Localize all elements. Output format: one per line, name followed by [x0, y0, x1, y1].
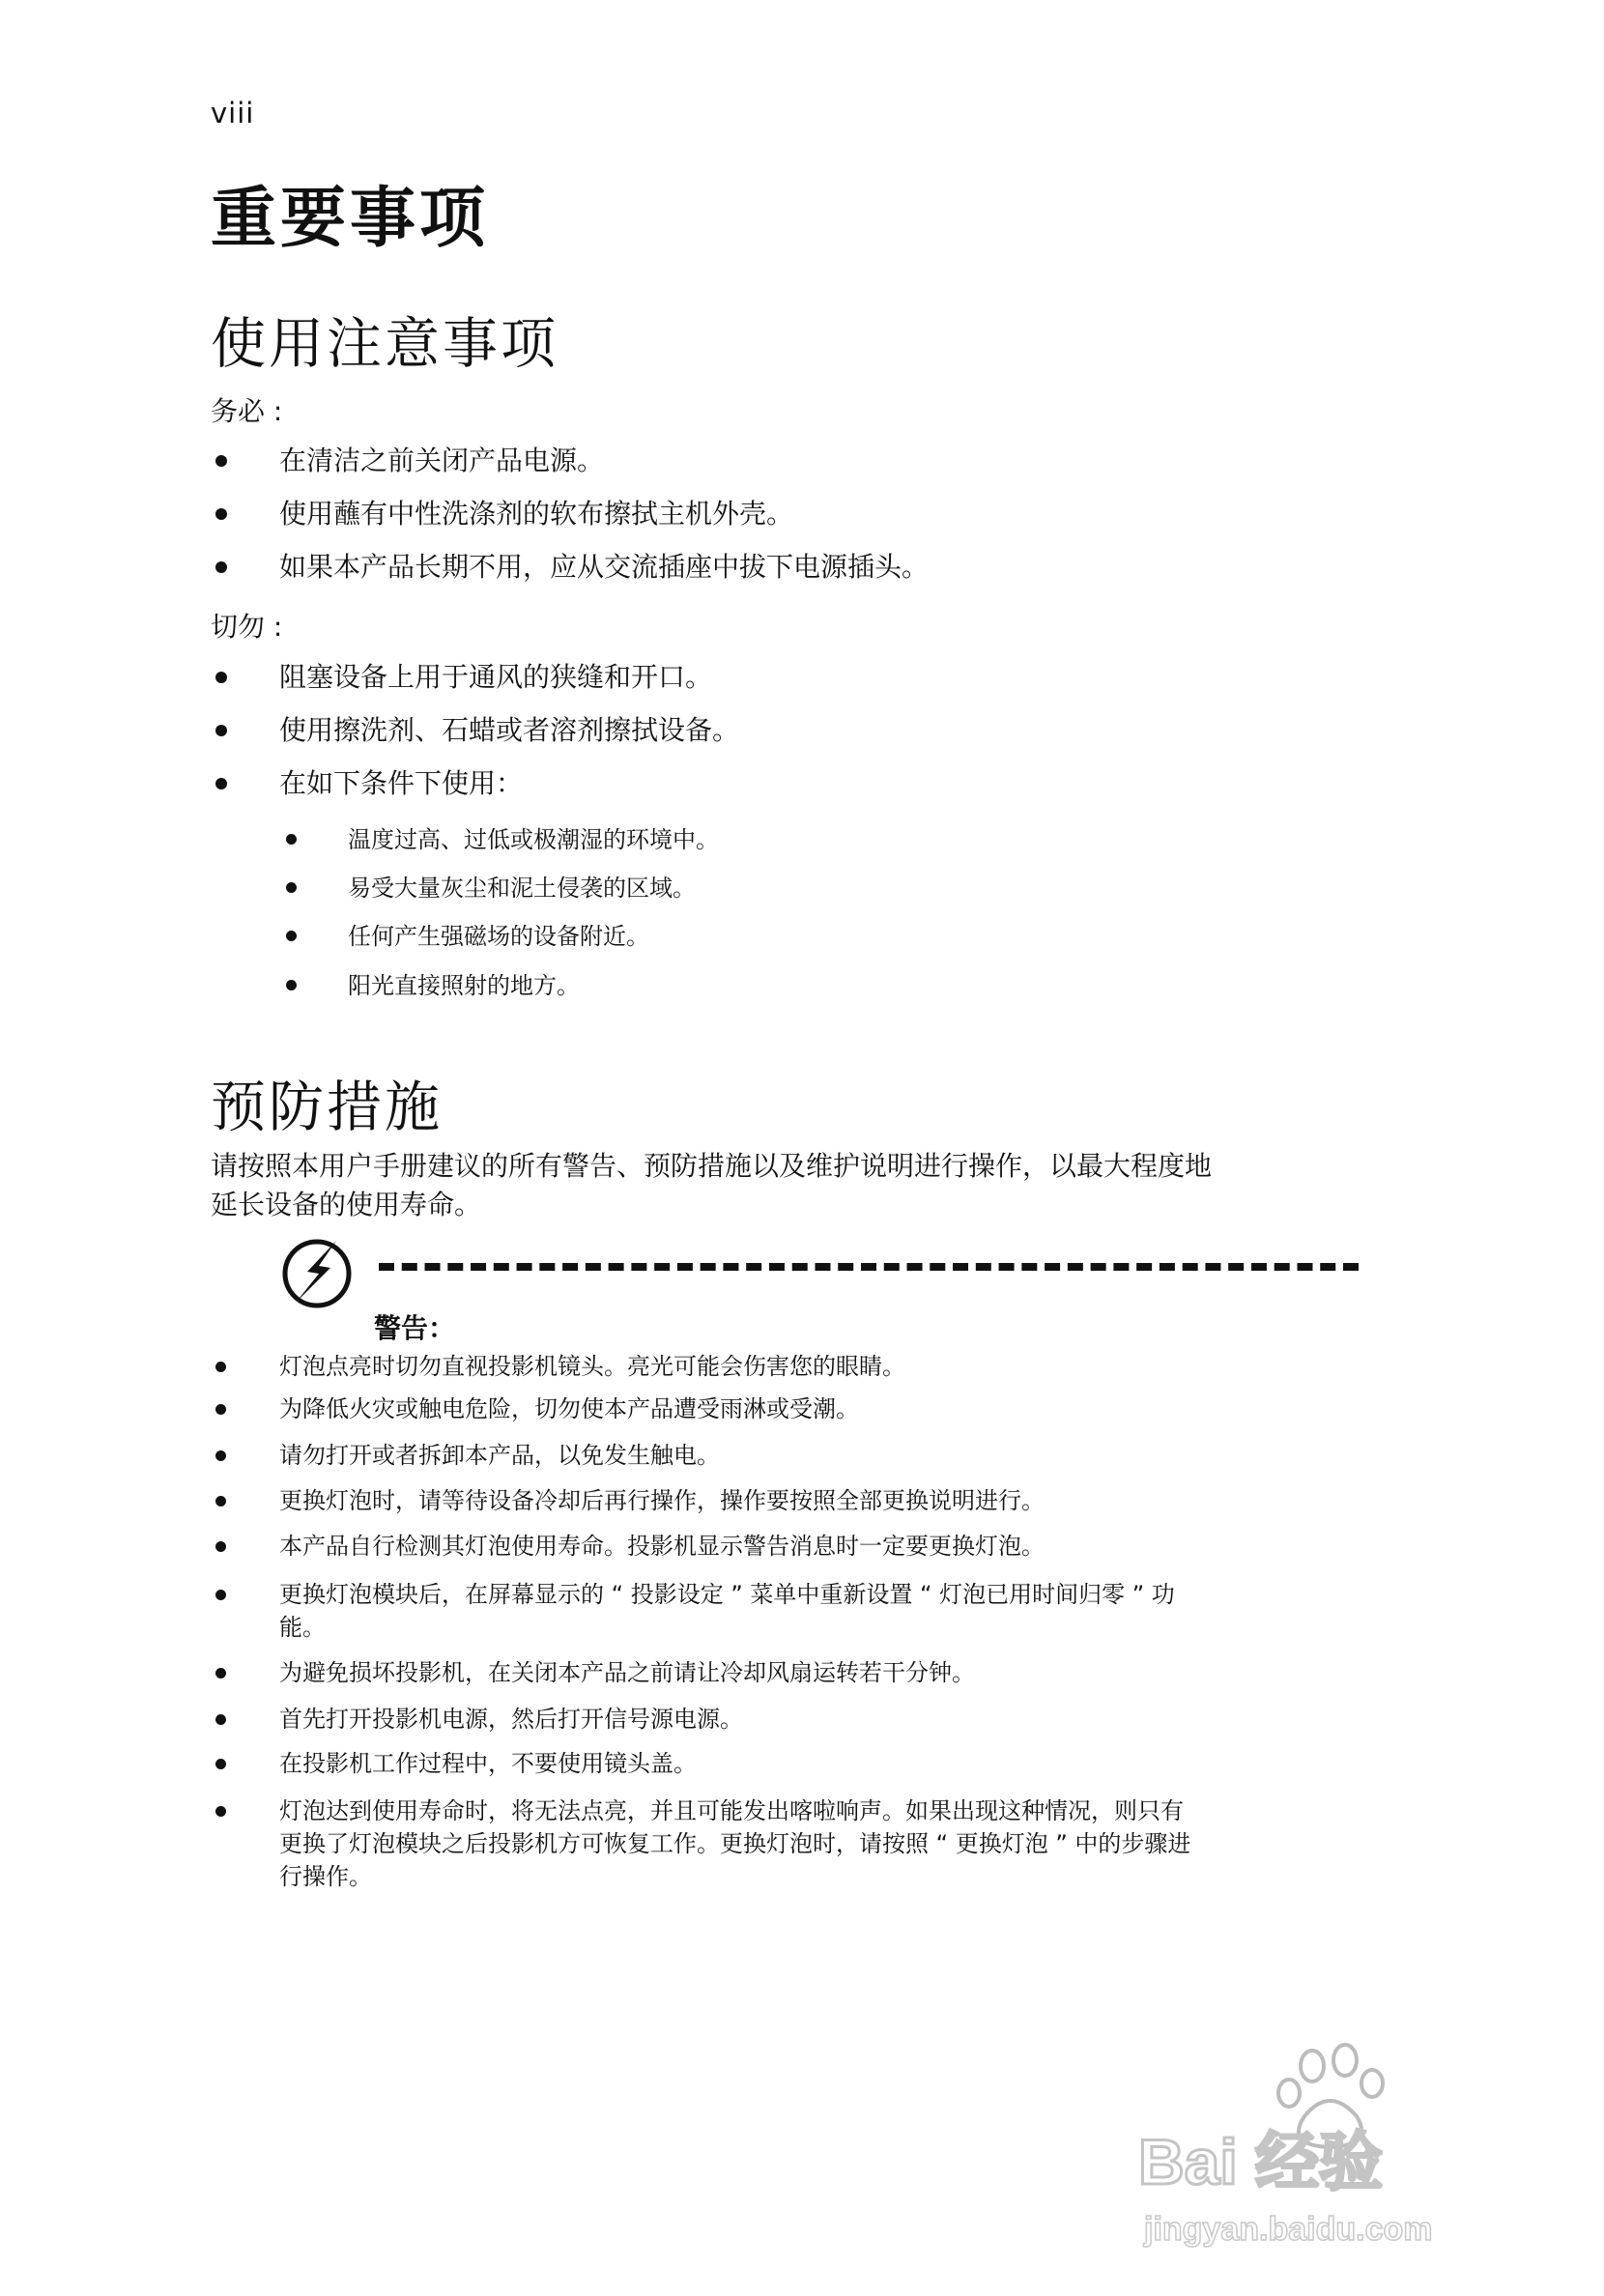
list-item: 在如下条件下使用：: [211, 764, 1370, 803]
bullet-icon: [215, 455, 227, 467]
bullet-icon: [215, 1714, 226, 1725]
list-item: 如果本产品长期不用，应从交流插座中拔下电源插头。: [211, 548, 1370, 587]
precautions-intro: [211, 1147, 1212, 1224]
intro-line: 请按照本用户手册建议的所有警告、预防措施以及维护说明进行操作，以最大程度地: [211, 1150, 1213, 1182]
sub-list-item: 任何产生强磁场的设备附近。: [280, 919, 1343, 954]
bullet-icon: [215, 1450, 226, 1461]
do-label: 务必 :: [211, 395, 283, 427]
warning-divider: [379, 1263, 1359, 1271]
warning-item: 灯泡达到使用寿命时，将无法点亮，并且可能发出喀啦响声。如果出现这种情况，则只有 更换了灯泡模块之后投影机方可恢复工作。更换灯泡时，请按照 “ 更换灯泡 ” 中的步骤进 行操作。: [211, 1794, 1370, 1893]
watermark-logo-text: Bai 经验: [1138, 2126, 1384, 2197]
bullet-icon: [215, 725, 227, 736]
baidu-watermark-logo: [1131, 2039, 1517, 2261]
warning-item: 在投影机工作过程中，不要使用镜头盖。: [211, 1747, 1370, 1780]
page-title: 重要事项: [211, 181, 490, 257]
precautions-heading: 预防措施: [211, 1076, 443, 1139]
bullet-icon: [286, 882, 297, 893]
list-item: 在清洁之前关闭产品电源。: [211, 442, 1370, 480]
warning-item: 灯泡点亮时切勿直视投影机镜头。亮光可能会伤害您的眼睛。: [211, 1350, 1370, 1383]
lightning-warning-icon: [280, 1235, 356, 1310]
warning-item: 更换灯泡模块后，在屏幕显示的 “ 投影设定 ” 菜单中重新设置 “ 灯泡已用时间归零 ” 功 能。: [211, 1578, 1370, 1644]
warning-item: 首先打开投影机电源，然后打开信号源电源。: [211, 1703, 1370, 1736]
warning-item: 为避免损坏投影机，在关闭本产品之前请让冷却风扇运转若干分钟。: [211, 1656, 1370, 1689]
bullet-icon: [215, 1404, 226, 1415]
bullet-icon: [215, 1668, 226, 1679]
bullet-icon: [215, 1496, 226, 1507]
bullet-icon: [215, 1362, 226, 1372]
bullet-icon: [215, 1759, 226, 1769]
list-item: 阻塞设备上用于通风的狭缝和开口。: [211, 658, 1370, 697]
usage-heading: 使用注意事项: [211, 312, 559, 376]
bullet-icon: [215, 1541, 226, 1552]
bullet-icon: [215, 1590, 226, 1600]
sub-list-item: 易受大量灰尘和泥土侵袭的区域。: [280, 871, 1343, 905]
sub-list-item: 温度过高、过低或极潮湿的环境中。: [280, 822, 1343, 857]
bullet-icon: [215, 672, 227, 683]
bullet-icon: [215, 561, 227, 573]
bullet-icon: [215, 1806, 226, 1817]
bullet-icon: [215, 778, 227, 789]
intro-line: 延长设备的使用寿命。: [211, 1189, 482, 1220]
bullet-icon: [286, 834, 297, 845]
warning-label: 警告：: [374, 1312, 456, 1344]
warning-item: 更换灯泡时，请等待设备冷却后再行操作，操作要按照全部更换说明进行。: [211, 1484, 1370, 1517]
warning-item: 请勿打开或者拆卸本产品，以免发生触电。: [211, 1439, 1370, 1472]
sub-list-item: 阳光直接照射的地方。: [280, 968, 1343, 1003]
bullet-icon: [286, 980, 297, 990]
warning-item: 本产品自行检测其灯泡使用寿命。投影机显示警告消息时一定要更换灯泡。: [211, 1530, 1370, 1563]
warning-item: 为降低火灾或触电危险，切勿使本产品遭受雨淋或受潮。: [211, 1392, 1370, 1425]
list-item: 使用擦洗剂、石蜡或者溶剂擦拭设备。: [211, 711, 1370, 750]
page-number: viii: [211, 97, 255, 129]
dont-label: 切勿 :: [211, 611, 283, 643]
watermark-url: jingyan.baidu.com: [1144, 2211, 1433, 2248]
list-item: 使用蘸有中性洗涤剂的软布擦拭主机外壳。: [211, 495, 1370, 533]
bullet-icon: [215, 508, 227, 520]
bullet-icon: [286, 931, 297, 941]
